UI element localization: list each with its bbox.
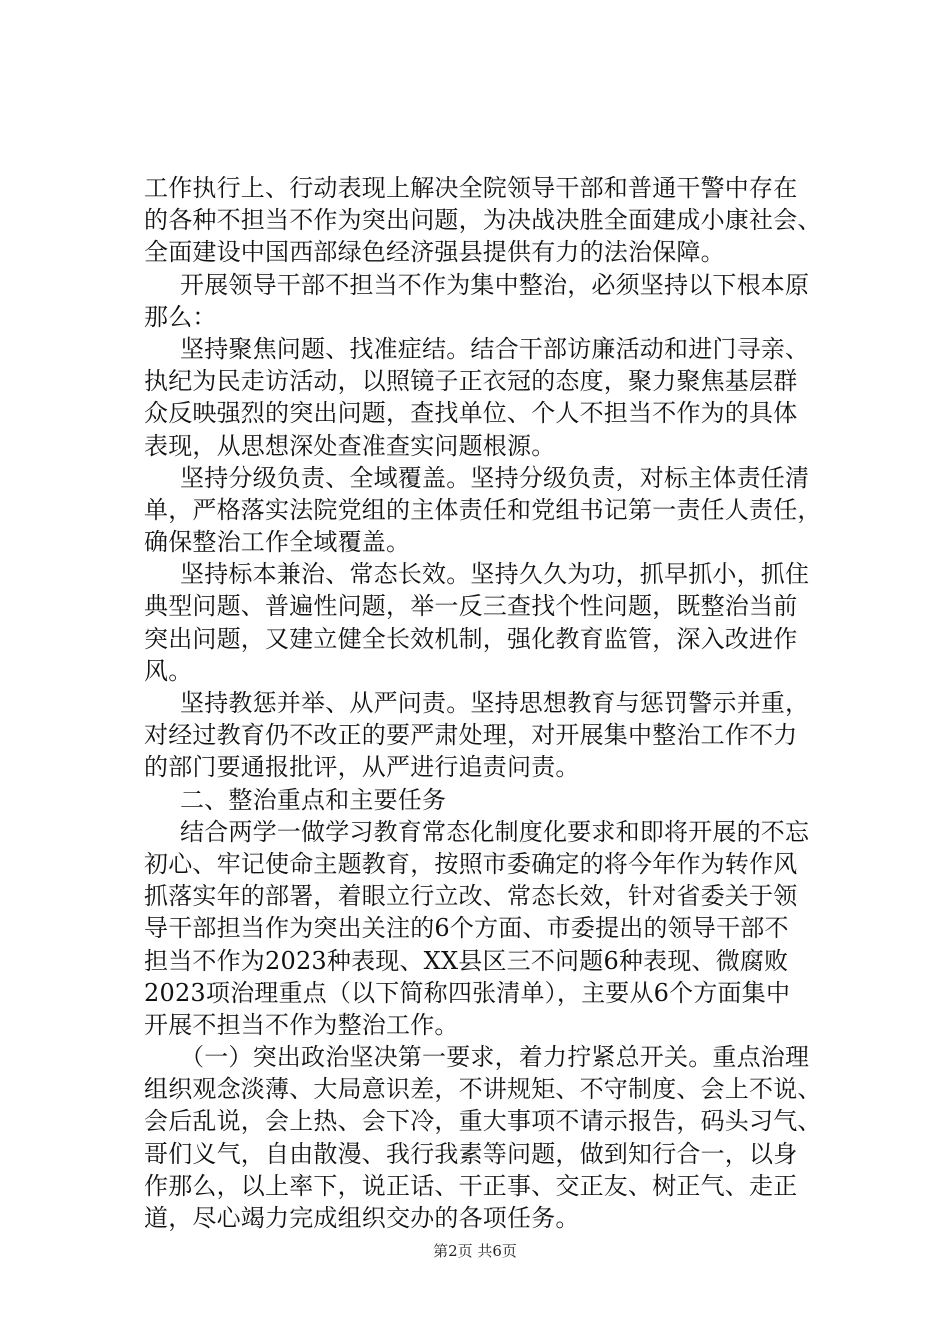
section-heading: 二、整治重点和主要任务 [180, 785, 447, 814]
text-line: 开展不担当不作为整治工作。 [144, 1010, 459, 1039]
text-line: 那么： [144, 302, 217, 331]
text-line: 众反映强烈的突出问题，查找单位、个人不担当不作为的具体 [144, 399, 798, 428]
text-line: 执纪为民走访活动，以照镜子正衣冠的态度，聚力聚焦基层群 [144, 367, 798, 396]
text-line: 担当不作为2023种表现、XX县区三不问题6种表现、微腐败 [144, 946, 789, 975]
text-line: 坚持教惩并举、从严问责。坚持思想教育与惩罚警示并重， [180, 689, 810, 717]
text-line: 工作执行上、行动表现上解决全院领导干部和普通干警中存在 [144, 174, 798, 202]
page-number: 第2页 共6页 [433, 1242, 517, 1260]
text-line: 组织观念淡薄、大局意识差，不讲规矩、不守制度、会上不说、 [144, 1075, 822, 1104]
text-line: 开展领导干部不担当不作为集中整治，必须坚持以下根本原 [180, 270, 810, 299]
text-line: 对经过教育仍不改正的要严肃处理，对开展集中整治工作不力 [144, 721, 798, 750]
text-line: 会后乱说，会上热、会下冷，重大事项不请示报告，码头习气、 [144, 1107, 822, 1136]
text-line: 坚持分级负责、全域覆盖。坚持分级负责，对标主体责任清 [180, 463, 810, 492]
text-line: 结合两学一做学习教育常态化制度化要求和即将开展的不忘 [180, 817, 810, 846]
text-line: 坚持标本兼治、常态长效。坚持久久为功，抓早抓小，抓住 [180, 560, 810, 589]
text-line: 初心、牢记使命主题教育，按照市委确定的将今年作为转作风 [144, 849, 798, 878]
text-line: 抓落实年的部署，着眼立行立改、常态长效，针对省委关于领 [144, 882, 798, 911]
document-body [144, 172, 844, 1234]
text-line: 全面建设中国西部绿色经济强县提供有力的法治保障。 [144, 238, 725, 267]
text-line: 坚持聚焦问题、找准症结。结合干部访廉活动和进门寻亲、 [180, 334, 810, 363]
text-line: 单，严格落实法院党组的主体责任和党组书记第一责任人责任， [144, 495, 822, 524]
text-line: 2023项治理重点（以下简称四张清单），主要从6个方面集中 [144, 978, 791, 1007]
text-line: 哥们义气，自由散漫、我行我素等问题，做到知行合一，以身 [144, 1139, 798, 1168]
text-line: 典型问题、普遍性问题，举一反三查找个性问题，既整治当前 [144, 592, 798, 621]
text-line: 表现，从思想深处查准查实问题根源。 [144, 431, 556, 460]
text-line: 风。 [144, 656, 193, 685]
text-line: 的部门要通报批评，从严进行追责问责。 [144, 753, 580, 782]
text-line: 的各种不担当不作为突出问题，为决战决胜全面建成小康社会、 [144, 206, 822, 235]
text-line: 突出问题，又建立健全长效机制，强化教育监管，深入改进作 [144, 624, 798, 653]
text-line: 作那么，以上率下，说正话、干正事、交正友、树正气、走正 [144, 1171, 798, 1200]
text-line: 导干部担当作为突出关注的6个方面、市委提出的领导干部不 [144, 914, 789, 943]
text-line: 道，尽心竭力完成组织交办的各项任务。 [144, 1204, 580, 1232]
text-line: 确保整治工作全域覆盖。 [144, 528, 411, 557]
text-line: （一）突出政治坚决第一要求，着力拧紧总开关。重点治理 [180, 1043, 810, 1072]
